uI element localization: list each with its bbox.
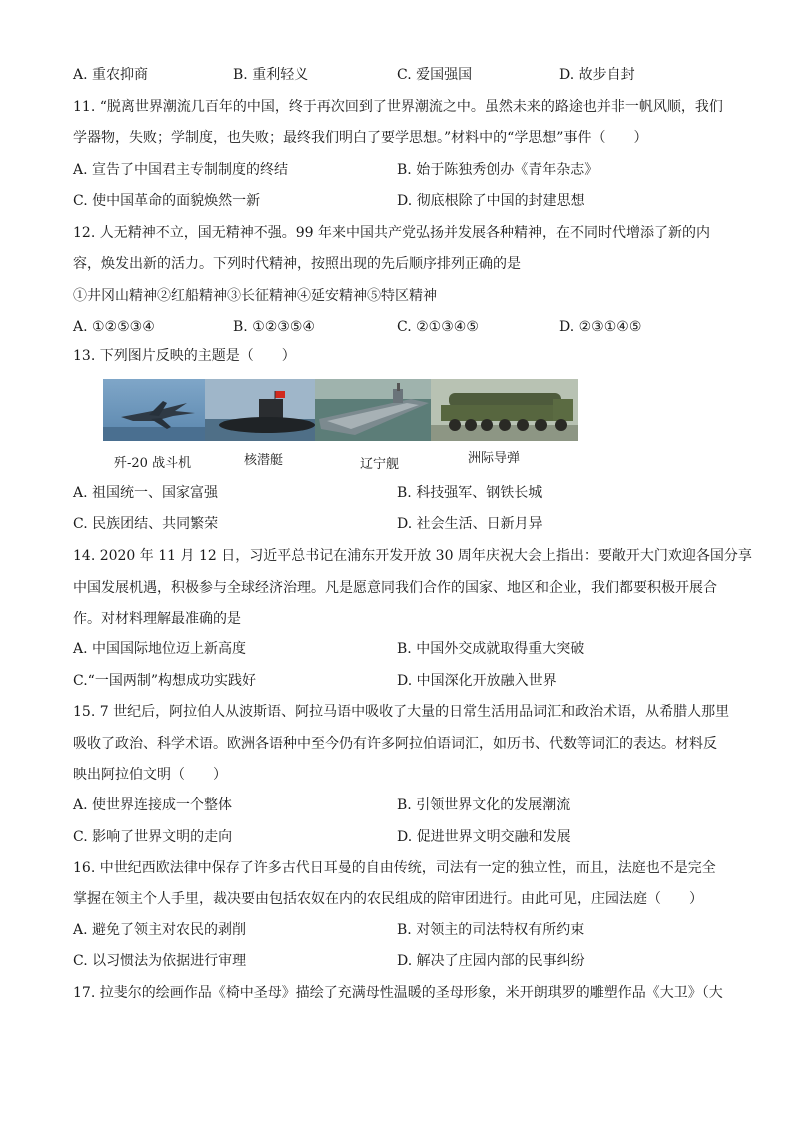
q16-stem-line-1: 16. 中世纪西欧法律中保存了许多古代日耳曼的自由传统，司法有一定的独立性，而且，法庭也不是完全	[73, 860, 716, 876]
q15-stem-line-2: 吸收了政治、科学术语。欧洲各语种中至今仍有许多阿拉伯语词汇，如历书、代数等词汇的表达。材料反	[73, 736, 717, 752]
q12-stem-line-3: ①井冈山精神②红船精神③长征精神④延安精神⑤特区精神	[73, 288, 437, 304]
q12-option-b: B. ①②③⑤④	[233, 319, 315, 335]
q14-option-a: A. 中国国际地位迈上新高度	[73, 641, 247, 657]
missile-launcher-photo	[431, 379, 578, 441]
q15-stem-line-1: 15. 7 世纪后，阿拉伯人从波斯语、阿拉马语中吸收了大量的日常生活用品词汇和政治术语，从希腊人那里	[73, 704, 730, 720]
q14-option-c: C.“一国两制”构想成功实践好	[73, 673, 256, 689]
fighter-jet-photo	[103, 379, 205, 441]
q13-option-b: B. 科技强军、钢铁长城	[397, 485, 543, 501]
q10-option-a: A. 重农抑商	[73, 67, 149, 83]
q14-option-b: B. 中国外交成就取得重大突破	[397, 641, 585, 657]
q13-stem: 13. 下列图片反映的主题是（ ）	[73, 348, 296, 364]
q17-stem-line-1: 17. 拉斐尔的绘画作品《椅中圣母》描绘了充满母性温暖的圣母形象，米开朗琪罗的雕塑作品《大卫》（大	[73, 985, 723, 1001]
q16-option-a: A. 避免了领主对农民的剥削	[73, 922, 247, 938]
q14-option-d: D. 中国深化开放融入世界	[397, 673, 557, 689]
q12-option-d: D. ②③①④⑤	[559, 319, 642, 335]
caption-carrier: 辽宁舰	[360, 457, 400, 472]
q12-option-c: C. ②①③④⑤	[397, 319, 479, 335]
q15-option-a: A. 使世界连接成一个整体	[73, 797, 233, 813]
q11-option-b: B. 始于陈独秀创办《青年杂志》	[397, 162, 599, 178]
q11-stem-line-2: 学器物，失败；学制度，也失败；最终我们明白了要学思想。”材料中的“学思想”事件（ ）	[73, 130, 648, 146]
q16-option-c: C. 以习惯法为依据进行审理	[73, 953, 247, 969]
q14-stem-line-2: 中国发展机遇，积极参与全球经济治理。凡是愿意同我们合作的国家、地区和企业，我们都要积极开展合	[73, 580, 717, 596]
q10-option-d: D. 故步自封	[559, 67, 635, 83]
q16-option-d: D. 解决了庄园内部的民事纠纷	[397, 953, 585, 969]
q13-option-c: C. 民族团结、共同繁荣	[73, 516, 219, 532]
q12-option-a: A. ①②⑤③④	[73, 319, 155, 335]
q13-option-a: A. 祖国统一、国家富强	[73, 485, 219, 501]
q11-option-c: C. 使中国革命的面貌焕然一新	[73, 193, 261, 209]
q11-stem-line-1: 11. “脱离世界潮流几百年的中国，终于再次回到了世界潮流之中。虽然未来的路途也并非一帆风顺，我们	[73, 99, 723, 115]
q14-stem-line-1: 14. 2020 年 11 月 12 日，习近平总书记在浦东开发开放 30 周年庆祝大会上指出：要敞开大门欢迎各国分享	[73, 548, 752, 564]
caption-missile: 洲际导弹	[468, 451, 521, 466]
q15-option-c: C. 影响了世界文明的走向	[73, 829, 233, 845]
q10-option-b: B. 重利轻义	[233, 67, 309, 83]
q12-stem-line-2: 容，焕发出新的活力。下列时代精神，按照出现的先后顺序排列正确的是	[73, 256, 521, 272]
q13-photo-strip	[103, 379, 578, 441]
q14-stem-line-3: 作。对材料理解最准确的是	[73, 611, 241, 627]
aircraft-carrier-photo	[315, 379, 431, 441]
q11-option-a: A. 宣告了中国君主专制制度的终结	[73, 162, 289, 178]
q12-stem-line-1: 12. 人无精神不立，国无精神不强。99 年来中国共产党弘扬并发展各种精神，在不同时代增添了新的内	[73, 225, 710, 241]
q15-stem-line-3: 映出阿拉伯文明（ ）	[73, 767, 227, 783]
q10-option-c: C. 爱国强国	[397, 67, 473, 83]
q16-stem-line-2: 掌握在领主个人手里，裁决要由包括农奴在内的农民组成的陪审团进行。由此可见，庄园法庭（ ）	[73, 891, 703, 907]
q15-option-d: D. 促进世界文明交融和发展	[397, 829, 571, 845]
q13-option-d: D. 社会生活、日新月异	[397, 516, 543, 532]
q15-option-b: B. 引领世界文化的发展潮流	[397, 797, 571, 813]
caption-submarine: 核潜艇	[244, 453, 284, 468]
submarine-photo	[205, 379, 315, 441]
q16-option-b: B. 对领主的司法特权有所约束	[397, 922, 585, 938]
q11-option-d: D. 彻底根除了中国的封建思想	[397, 193, 585, 209]
caption-fighter-jet: 歼-20 战斗机	[114, 456, 192, 471]
